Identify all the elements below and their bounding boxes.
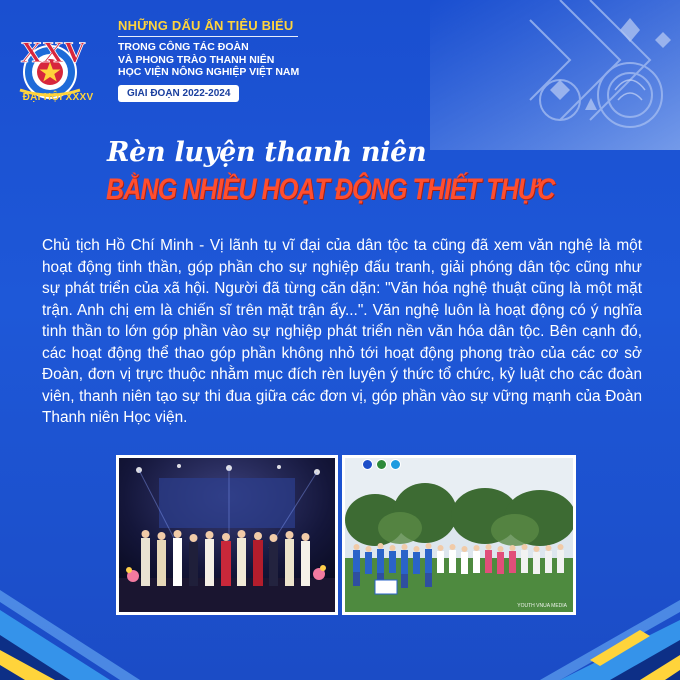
bottom-decoration (0, 550, 680, 680)
header (118, 18, 378, 102)
header-divider (118, 36, 298, 37)
youth-union-logo-icon (362, 459, 373, 470)
emblem-numeral: XXV (20, 36, 86, 69)
academy-logo-icon (376, 459, 387, 470)
header-line-2: VÀ PHONG TRÀO THANH NIÊN (118, 53, 275, 66)
header-line-1: TRONG CÔNG TÁC ĐOÀN (118, 41, 249, 53)
photo-sports-activity (342, 455, 576, 615)
body-paragraph: Chủ tịch Hồ Chí Minh - Vị lãnh tụ vĩ đại của dân tộc ta cũng đã xem văn nghệ là một hoạt động tinh thần, góp phần cho sự nghiệp đấu tranh, giải phóng dân tộc cũng như sự phát triển của xã hội. Người đã từng căn dặn: "Văn hóa nghệ thuật cũng là một mặt trận. Anh chị em là chiến sĩ trên mặt trận ấy...". Văn nghệ luôn là hoạt động có ý nghĩa tinh thần to lớn góp phần vào sự nghiệp phát triển nền văn hóa dân tộc. Bên cạnh đó, các hoạt động thể thao góp phần không nhỏ tới hoạt động phong trào của các cơ sở Đoàn, đơn vị trực thuộc nhằm mục đích rèn luyện ý thức tổ chức, kỷ luật cho các đoàn viên, thanh niên tạo sự thi đua giữa các đơn vị, góp phần vào sự vững mạnh của Đoàn Thanh niên Học viện. (42, 237, 642, 426)
media-logo-icon (390, 459, 401, 470)
period-badge: GIAI ĐOẠN 2022-2024 (118, 85, 239, 102)
section-title: BẰNG NHIỀU HOẠT ĐỘNG THIẾT THỰC (106, 173, 555, 206)
header-title: NHỮNG DẤU ẤN TIÊU BIỂU (118, 18, 294, 33)
photo-watermark: YOUTH VNUA MEDIA (517, 603, 567, 609)
photo-art-performance (116, 455, 338, 615)
header-line-3: HỌC VIỆN NÔNG NGHIỆP VIỆT NAM (118, 66, 300, 78)
photo-logos (362, 459, 401, 470)
section-subtitle: Rèn luyện thanh niên (107, 137, 427, 168)
decorative-pattern (430, 0, 680, 150)
congress-caption: ĐẠI HỘI XXXV (22, 92, 94, 103)
